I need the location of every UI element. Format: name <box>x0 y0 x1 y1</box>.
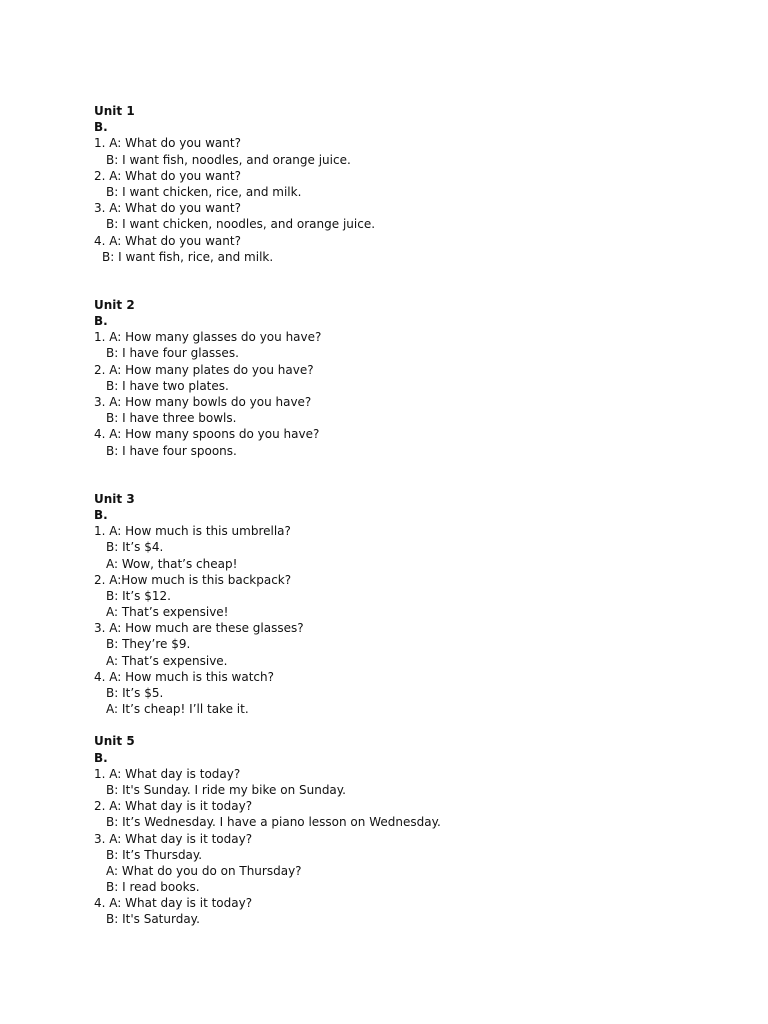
spacer <box>94 459 734 491</box>
dialogue-line: B: I have four glasses. <box>106 346 239 361</box>
dialogue-line: B: It’s Wednesday. I have a piano lesson on Wednesday. <box>106 815 441 830</box>
dialogue-line: 3. A: What day is it today? <box>94 831 253 846</box>
unit-5-block <box>94 733 734 927</box>
dialogue-line: B: I want fish, noodles, and orange juice. <box>106 152 351 167</box>
dialogue-line: 4. A: What do you want? <box>94 233 241 248</box>
dialogue-line: A: That’s expensive. <box>106 653 228 668</box>
spacer <box>94 265 734 297</box>
dialogue-line: B: I read books. <box>106 880 200 895</box>
unit-title: Unit 5 <box>94 734 135 749</box>
dialogue-line: 1. A: What do you want? <box>94 136 241 151</box>
dialogue-line: B: I want chicken, noodles, and orange juice. <box>106 217 376 232</box>
section-label: B. <box>94 120 108 135</box>
dialogue-line: B: It's Saturday. <box>106 912 200 927</box>
dialogue-line: 2. A: What do you want? <box>94 168 241 183</box>
dialogue-line: 4. A: How many spoons do you have? <box>94 427 320 442</box>
dialogue-line: B: They’re $9. <box>106 637 191 652</box>
dialogue-line: B: It's Sunday. I ride my bike on Sunday. <box>106 782 346 797</box>
dialogue-line: A: That’s expensive! <box>106 605 229 620</box>
dialogue-line: B: It’s $4. <box>106 540 164 555</box>
dialogue-line: B: I have three bowls. <box>106 411 237 426</box>
unit-2-block <box>94 297 734 459</box>
unit-3-block <box>94 491 734 718</box>
dialogue-line: 2. A:How much is this backpack? <box>94 572 292 587</box>
dialogue-line: 1. A: How much is this umbrella? <box>94 524 291 539</box>
dialogue-line: B: I have two plates. <box>106 378 229 393</box>
unit-title: Unit 2 <box>94 297 135 312</box>
dialogue-line: 3. A: How much are these glasses? <box>94 621 304 636</box>
unit-title: Unit 1 <box>94 104 135 118</box>
unit-1-block <box>94 103 734 265</box>
dialogue-line: 2. A: What day is it today? <box>94 799 253 814</box>
section-label: B. <box>94 507 108 522</box>
section-label: B. <box>94 750 108 765</box>
dialogue-line: B: I have four spoons. <box>106 443 237 458</box>
unit-title: Unit 3 <box>94 491 135 506</box>
dialogue-line: B: I want fish, rice, and milk. <box>102 249 274 264</box>
spacer <box>94 717 734 733</box>
dialogue-line: 1. A: How many glasses do you have? <box>94 330 322 345</box>
dialogue-line: 2. A: How many plates do you have? <box>94 362 314 377</box>
dialogue-line: B: I want chicken, rice, and milk. <box>106 184 302 199</box>
dialogue-line: B: It’s Thursday. <box>106 847 203 862</box>
dialogue-line: 1. A: What day is today? <box>94 766 241 781</box>
dialogue-line: 4. A: How much is this watch? <box>94 669 274 684</box>
section-label: B. <box>94 314 108 329</box>
dialogue-line: 3. A: How many bowls do you have? <box>94 395 312 409</box>
answer-key-page <box>94 103 734 928</box>
dialogue-line: 3. A: What do you want? <box>94 201 241 216</box>
dialogue-line: A: What do you do on Thursday? <box>106 863 302 878</box>
dialogue-line: B: It’s $5. <box>106 686 164 700</box>
dialogue-line: 4. A: What day is it today? <box>94 896 253 911</box>
dialogue-line: A: It’s cheap! I’ll take it. <box>106 702 249 717</box>
dialogue-line: A: Wow, that’s cheap! <box>106 556 238 571</box>
dialogue-line: B: It’s $12. <box>106 588 171 603</box>
